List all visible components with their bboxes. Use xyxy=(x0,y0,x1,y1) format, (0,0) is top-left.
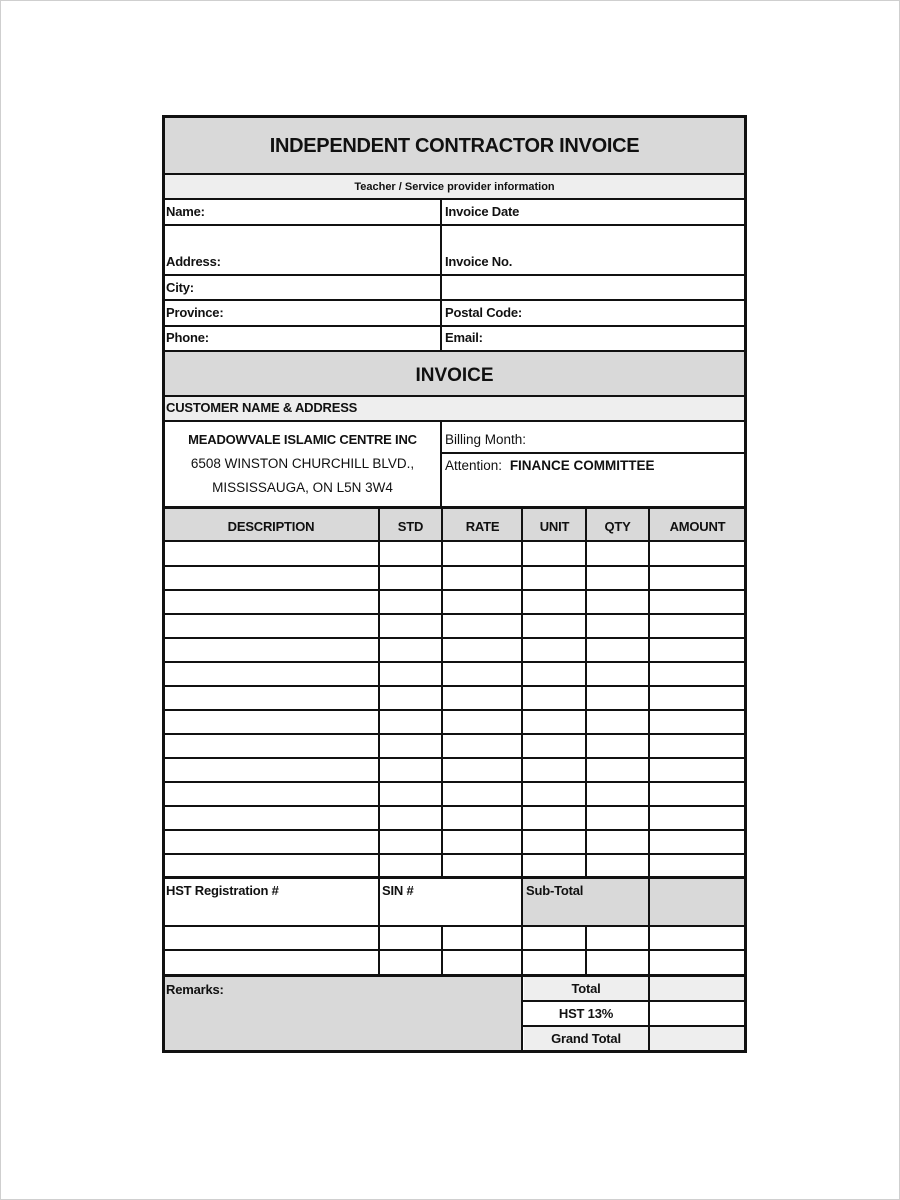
line-item-rate-cell[interactable] xyxy=(443,567,521,589)
grid-line-h xyxy=(163,395,746,397)
grid-line-v xyxy=(441,507,443,877)
line-item-description-cell[interactable] xyxy=(165,615,378,637)
line-item-std-cell[interactable] xyxy=(380,542,441,565)
line-item-std-cell[interactable] xyxy=(380,759,441,781)
total-value[interactable] xyxy=(650,977,745,1001)
customer-address-line2: MISSISSAUGA, ON L5N 3W4 xyxy=(212,480,393,495)
attention-label: Attention: xyxy=(445,458,503,473)
name-label[interactable]: Name: xyxy=(166,204,205,219)
column-header-qty: QTY xyxy=(604,519,631,534)
line-item-description-cell[interactable] xyxy=(165,735,378,757)
hst-label: HST 13% xyxy=(558,1006,614,1021)
customer-heading: CUSTOMER NAME & ADDRESS xyxy=(164,396,745,420)
grid-line-h xyxy=(163,974,746,977)
grid-line-v xyxy=(585,925,587,975)
line-item-description-cell[interactable] xyxy=(165,639,378,661)
grid-line-h xyxy=(163,829,746,831)
grid-line-h xyxy=(163,325,746,327)
grid-line-h xyxy=(163,685,746,687)
line-item-rate-cell[interactable] xyxy=(443,807,521,829)
address-label[interactable]: Address: xyxy=(166,254,221,269)
line-item-amount-cell[interactable] xyxy=(650,615,744,637)
grid-line-h xyxy=(163,853,746,855)
line-item-description-cell[interactable] xyxy=(165,663,378,685)
grid-line-h xyxy=(163,540,746,542)
customer-address-line1: 6508 WINSTON CHURCHILL BLVD., xyxy=(190,456,415,471)
line-item-unit-cell[interactable] xyxy=(523,542,585,565)
email-label[interactable]: Email: xyxy=(445,330,483,345)
line-item-rate-cell[interactable] xyxy=(443,783,521,805)
line-item-qty-cell[interactable] xyxy=(587,663,648,685)
line-item-description-cell[interactable] xyxy=(165,711,378,733)
grid-line-h xyxy=(163,781,746,783)
line-item-description-cell[interactable] xyxy=(165,807,378,829)
line-item-amount-cell[interactable] xyxy=(650,735,744,757)
line-item-std-cell[interactable] xyxy=(380,591,441,613)
grid-line-v xyxy=(440,420,442,508)
grid-line-h xyxy=(522,1000,746,1002)
line-item-unit-cell[interactable] xyxy=(523,615,585,637)
line-item-unit-cell[interactable] xyxy=(523,759,585,781)
line-item-unit-cell[interactable] xyxy=(523,783,585,805)
line-item-qty-cell[interactable] xyxy=(587,735,648,757)
province-label[interactable]: Province: xyxy=(166,305,224,320)
line-item-std-cell[interactable] xyxy=(380,567,441,589)
line-item-amount-cell[interactable] xyxy=(650,687,744,709)
hst-value[interactable] xyxy=(650,1002,745,1026)
line-item-amount-cell[interactable] xyxy=(650,759,744,781)
grid-line-v xyxy=(648,507,650,1053)
grid-line-h xyxy=(442,452,746,454)
line-item-std-cell[interactable] xyxy=(380,711,441,733)
grid-line-h xyxy=(163,198,746,200)
column-header-std: STD xyxy=(397,519,424,534)
line-item-description-cell[interactable] xyxy=(165,855,378,877)
line-item-unit-cell[interactable] xyxy=(523,831,585,853)
line-item-qty-cell[interactable] xyxy=(587,542,648,565)
grid-line-h xyxy=(163,350,746,352)
invoice-heading: INVOICE xyxy=(164,352,745,395)
line-item-amount-cell[interactable] xyxy=(650,542,744,565)
grid-line-h xyxy=(163,733,746,735)
line-item-std-cell[interactable] xyxy=(380,639,441,661)
line-item-amount-cell[interactable] xyxy=(650,663,744,685)
grid-line-v xyxy=(440,198,442,351)
line-item-rate-cell[interactable] xyxy=(443,855,521,877)
line-item-unit-cell[interactable] xyxy=(523,807,585,829)
grid-line-h xyxy=(163,613,746,615)
grid-line-h xyxy=(163,637,746,639)
grid-line-h xyxy=(163,173,746,175)
grand-total-label: Grand Total xyxy=(524,1027,648,1051)
grid-line-h xyxy=(162,115,747,118)
line-item-qty-cell[interactable] xyxy=(587,855,648,877)
line-item-unit-cell[interactable] xyxy=(523,591,585,613)
line-item-qty-cell[interactable] xyxy=(587,615,648,637)
postal-code-label[interactable]: Postal Code: xyxy=(445,305,523,320)
grid-line-h xyxy=(163,709,746,711)
grid-line-h xyxy=(522,1025,746,1027)
customer-name: MEADOWVALE ISLAMIC CENTRE INC xyxy=(188,432,417,447)
line-item-std-cell[interactable] xyxy=(380,855,441,877)
grid-line-h xyxy=(163,949,746,951)
line-item-rate-cell[interactable] xyxy=(443,687,521,709)
grid-line-h xyxy=(163,506,746,509)
line-item-std-cell[interactable] xyxy=(380,807,441,829)
billing-month-label[interactable]: Billing Month: xyxy=(445,432,527,447)
remarks-label: Remarks: xyxy=(166,982,224,997)
line-item-rate-cell[interactable] xyxy=(443,591,521,613)
grid-line-h xyxy=(163,805,746,807)
attention-value: FINANCE COMMITTEE xyxy=(509,458,655,473)
grid-line-h xyxy=(163,299,746,301)
line-item-description-cell[interactable] xyxy=(165,783,378,805)
line-item-amount-cell[interactable] xyxy=(650,639,744,661)
line-item-std-cell[interactable] xyxy=(380,615,441,637)
sin-label[interactable]: SIN # xyxy=(382,883,414,898)
line-item-unit-cell[interactable] xyxy=(523,711,585,733)
line-item-unit-cell[interactable] xyxy=(523,735,585,757)
sub-total-label: Sub-Total xyxy=(526,883,584,898)
invoice-title: INDEPENDENT CONTRACTOR INVOICE xyxy=(164,118,745,174)
column-header-unit: UNIT xyxy=(539,519,570,534)
grid-line-v xyxy=(378,507,380,927)
grid-line-h xyxy=(163,274,746,276)
line-item-rate-cell[interactable] xyxy=(443,759,521,781)
line-item-rate-cell[interactable] xyxy=(443,542,521,565)
line-item-qty-cell[interactable] xyxy=(587,591,648,613)
line-item-unit-cell[interactable] xyxy=(523,687,585,709)
column-header-rate: RATE xyxy=(465,519,500,534)
line-item-std-cell[interactable] xyxy=(380,663,441,685)
line-item-std-cell[interactable] xyxy=(380,831,441,853)
line-item-rate-cell[interactable] xyxy=(443,615,521,637)
phone-label[interactable]: Phone: xyxy=(166,330,209,345)
grid-line-h xyxy=(163,589,746,591)
line-item-amount-cell[interactable] xyxy=(650,591,744,613)
line-item-description-cell[interactable] xyxy=(165,831,378,853)
grid-line-h xyxy=(163,925,746,927)
column-header-amount: AMOUNT xyxy=(669,519,726,534)
line-item-rate-cell[interactable] xyxy=(443,735,521,757)
line-item-rate-cell[interactable] xyxy=(443,663,521,685)
grid-line-v xyxy=(378,925,380,975)
sub-total-value[interactable] xyxy=(650,879,745,925)
line-item-amount-cell[interactable] xyxy=(650,855,744,877)
grid-line-v xyxy=(521,507,523,1053)
line-item-rate-cell[interactable] xyxy=(443,639,521,661)
grid-line-v xyxy=(744,115,747,1053)
line-item-description-cell[interactable] xyxy=(165,591,378,613)
line-item-unit-cell[interactable] xyxy=(523,567,585,589)
line-item-description-cell[interactable] xyxy=(165,542,378,565)
invoice-no-label[interactable]: Invoice No. xyxy=(445,254,513,269)
line-item-qty-cell[interactable] xyxy=(587,783,648,805)
line-item-description-cell[interactable] xyxy=(165,687,378,709)
attention-line xyxy=(443,454,745,478)
line-item-amount-cell[interactable] xyxy=(650,567,744,589)
grid-line-h xyxy=(163,661,746,663)
total-label: Total xyxy=(524,977,648,1001)
line-item-std-cell[interactable] xyxy=(380,687,441,709)
line-item-std-cell[interactable] xyxy=(380,783,441,805)
line-item-qty-cell[interactable] xyxy=(587,711,648,733)
city-label[interactable]: City: xyxy=(166,280,194,295)
line-item-qty-cell[interactable] xyxy=(587,759,648,781)
line-item-unit-cell[interactable] xyxy=(523,855,585,877)
line-item-description-cell[interactable] xyxy=(165,567,378,589)
line-item-rate-cell[interactable] xyxy=(443,711,521,733)
grid-line-h xyxy=(163,420,746,422)
hst-registration-label[interactable]: HST Registration # xyxy=(166,883,279,898)
line-item-qty-cell[interactable] xyxy=(587,639,648,661)
grid-line-v xyxy=(441,925,443,975)
line-item-qty-cell[interactable] xyxy=(587,687,648,709)
grid-line-v xyxy=(585,507,587,877)
line-item-std-cell[interactable] xyxy=(380,735,441,757)
grid-line-v xyxy=(162,115,165,1053)
line-item-qty-cell[interactable] xyxy=(587,567,648,589)
invoice-date-label[interactable]: Invoice Date xyxy=(445,204,520,219)
line-item-qty-cell[interactable] xyxy=(587,831,648,853)
line-item-unit-cell[interactable] xyxy=(523,639,585,661)
line-item-unit-cell[interactable] xyxy=(523,663,585,685)
line-item-amount-cell[interactable] xyxy=(650,807,744,829)
line-item-amount-cell[interactable] xyxy=(650,783,744,805)
provider-section-heading: Teacher / Service provider information xyxy=(164,175,745,199)
grand-total-value[interactable] xyxy=(650,1027,745,1051)
grid-line-h xyxy=(162,1050,747,1053)
line-item-amount-cell[interactable] xyxy=(650,831,744,853)
line-item-rate-cell[interactable] xyxy=(443,831,521,853)
line-item-description-cell[interactable] xyxy=(165,759,378,781)
grid-line-h xyxy=(163,757,746,759)
grid-line-h xyxy=(163,565,746,567)
grid-line-h xyxy=(163,224,746,226)
line-item-amount-cell[interactable] xyxy=(650,711,744,733)
line-item-qty-cell[interactable] xyxy=(587,807,648,829)
column-header-description: DESCRIPTION xyxy=(227,519,315,534)
grid-line-h xyxy=(163,876,746,879)
